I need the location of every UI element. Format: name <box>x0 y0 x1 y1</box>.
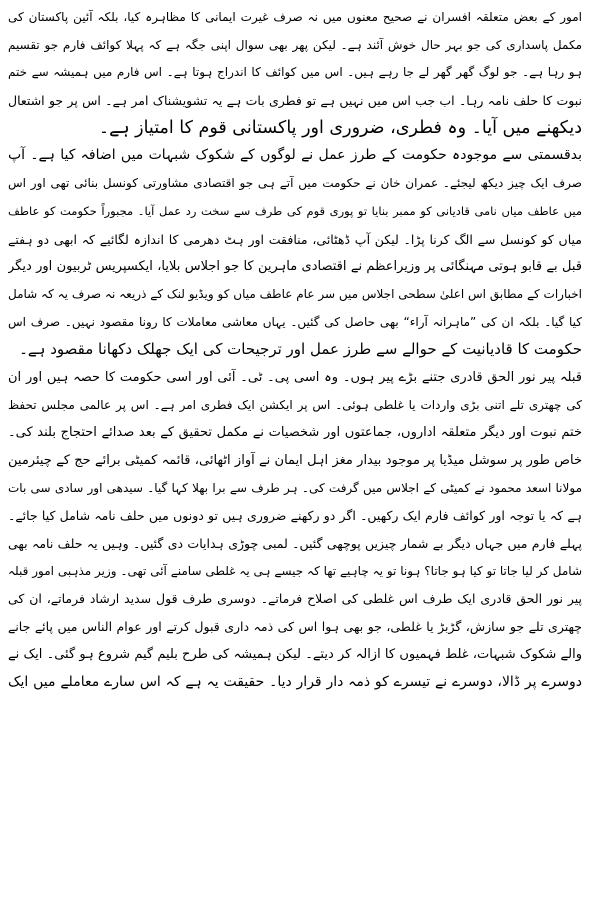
text-line: قبل بے قابو ہوتی مہنگائی پر وزیراعظم نے اقتصادی ماہرین کا جو اجلاس بلایا، ایکسپریس ٹربیون اور دیگر <box>8 259 582 275</box>
text-line: دیکھنے میں آیا۔ وہ فطری، ضروری اور پاکستانی قوم کا امتیاز ہے۔ <box>98 117 582 138</box>
text-line: کی چھتری تلے اتنی بڑی واردات یا غلطی ہوئی۔ اس پر ایکشن ایک فطری امر ہے۔ اس پر عالمی مجلس تحفظ <box>8 397 582 412</box>
text-line: ختم نبوت اور دیگر متعلقہ اداروں، جماعتوں اور شخصیات نے مکمل تحقیق کے بعد صدائے احتجاج بلند کی۔ <box>8 425 582 441</box>
article-body <box>8 4 582 696</box>
text-line: خاص طور پر سوشل میڈیا پر موجود بیدار مغز اہل ایمان نے آواز اٹھائی، قائمہ کمیٹی برائے حج کے چیئرمین <box>8 453 582 468</box>
text-line: قبلہ پیر نور الحق قادری جتنے بڑے پیر ہوں۔ وہ اسی پی۔ ٹی۔ آئی اور اسی حکومت کا حصہ ہیں اور ان <box>8 369 582 385</box>
text-line: بدقسمتی سے موجودہ حکومت کے طرز عمل نے لوگوں کے شکوک شبہات میں اضافہ کیا ہے۔ آپ <box>8 147 582 164</box>
text-line: دوسرے پر ڈالا، دوسرے نے تیسرے کو ذمہ دار قرار دیا۔ حقیقت یہ ہے کہ اس سارے معاملے میں ایک <box>8 673 582 690</box>
text-line: شامل کر لیا جاتا تو کیا ہو جاتا؟ ہونا تو یہ چاہیے تھا کہ جیسے ہی یہ غلطی سامنے آئی تھی۔ وزیر مذہبی امور قبلہ <box>8 563 582 578</box>
text-line: ہو رہا ہے۔ جو لوگ گھر گھر لے جا رہے ہیں۔ اس میں کوائف کا اندراج ہوتا ہے۔ اس فارم میں ہمیشہ سے ختم <box>8 65 582 80</box>
text-line: امور کے بعض متعلقہ افسران نے صحیح معنوں میں نہ صرف غیرت ایمانی کا مظاہرہ کیا، بلکہ آئین پاکستان کی <box>8 10 582 24</box>
text-line: میں عاطف میاں نامی قادیانی کو ممبر بنایا تو پوری قوم کی طرف سے سخت رد عمل آیا۔ مجبوراً حکومت کو عاطف <box>8 203 582 218</box>
text-line: پہلے فارم میں جہاں دیگر بے شمار چیزیں پوچھی گئیں۔ لمبی چوڑی ہدایات دی گئیں۔ وہیں یہ حلف نامہ بھی <box>8 536 582 552</box>
text-line: اخبارات کے مطابق اس اعلیٰ سطحی اجلاس میں سر عام عاطف میاں کو ویڈیو لنک کے ذریعہ نہ صرف یہ کہ شامل <box>8 286 582 301</box>
text-line: کیا گیا۔ بلکہ ان کی ”ماہرانہ آراء“ بھی حاصل کی گئیں۔ یہاں معاشی معاملات کا رونا مقصود نہیں۔ صرف اس <box>8 314 582 329</box>
text-line: نبوت کا حلف نامہ رہا۔ اب جب اس میں نہیں ہے تو فطری بات ہے یہ تشویشناک امر ہے۔ اس پر جو اشتعال <box>8 93 582 109</box>
text-line: چھتری تلے جو سازش، گڑبڑ یا غلطی، جو بھی ہوا اس کی ذمہ داری قبول کرتے اور عوام الناس میں پائے جانے <box>8 619 582 635</box>
text-line: مکمل پاسداری کی جو بہر حال خوش آئند ہے۔ لیکن پھر بھی سوال اپنی جگہ ہے کہ پہلا کوائف فارم جو تقسیم <box>8 37 582 52</box>
text-line: والے شکوک شبہات، غلط فہمیوں کا ازالہ کر دیتے۔ لیکن ہمیشہ کی طرح بلیم گیم شروع ہو گئی۔ ایک نے <box>8 646 582 662</box>
text-line: ہے کہ یا توجہ اور کوائف فارم ایک رکھیں۔ اگر دو رکھنے ضروری ہیں تو دونوں میں حلف نامہ شامل کیا جائے۔ <box>8 508 582 524</box>
text-line: پیر نور الحق قادری ایک طرف اس غلطی کی اصلاح فرماتے۔ دوسری طرف قول سدید ارشاد فرماتے، ان کی <box>8 591 582 607</box>
text-line: حکومت کا قادیانیت کے حوالے سے طرز عمل اور ترجیحات کی ایک جھلک دکھانا مقصود ہے۔ <box>19 340 582 359</box>
text-line: صرف ایک چیز دیکھ لیجئے۔ عمران خان نے حکومت میں آتے ہی جو اقتصادی مشاورتی کونسل بنائی تھی اور اس <box>8 176 582 191</box>
text-line: میاں کو کونسل سے الگ کرنا پڑا۔ لیکن آپ ڈھٹائی، منافقت اور ہٹ دھرمی کا اندازہ لگائیے کہ ابھی دو ہفتے <box>8 231 582 247</box>
text-line: مولانا اسعد محمود نے کمیٹی کے اجلاس میں گرفت کی۔ ہر طرف سے برا بھلا کہا گیا۔ سیدھی اور سادی سی بات <box>8 480 582 495</box>
